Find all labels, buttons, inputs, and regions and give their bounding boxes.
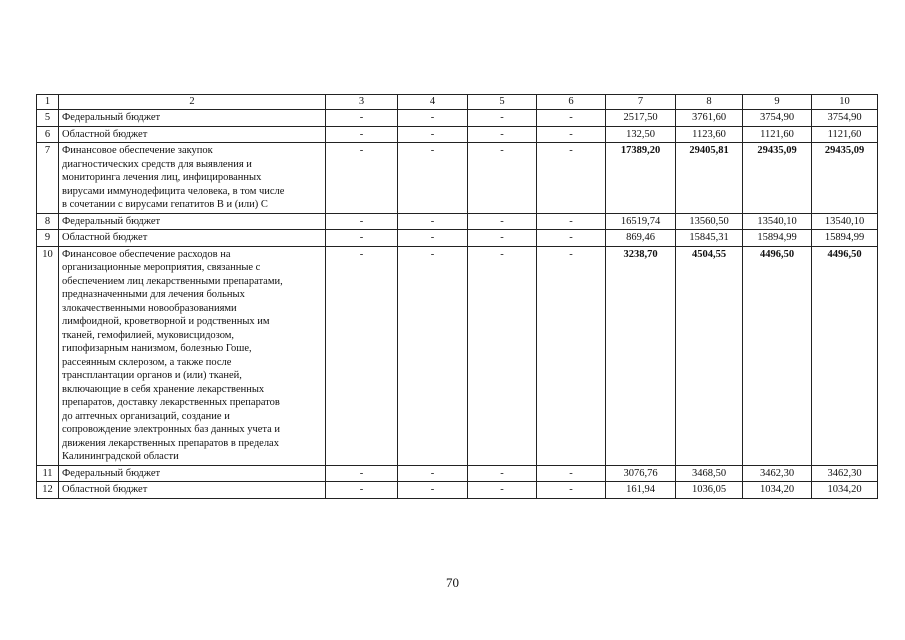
cell-col9: 3462,30 [743,465,812,482]
row-number: 12 [37,482,59,499]
row-description: Федеральный бюджет [59,213,326,230]
cell-col9: 4496,50 [743,246,812,465]
row-description: Финансовое обеспечение расходов на организационные мероприятия, связанные с обеспечением лиц лекарственными препаратами, предназначенными для лечения больных злокачественными новообразованиями лимфоидной, кроветворной и родственных им тканей, гемофилией, муковисцидозом, гипофизарным нанизмом, болезнью Гоше, рассеянным склерозом, а также после трансплантации органов и (или) тканей, включающие в себя хранение лекарственных препаратов, доставку лекарственных препаратов до аптечных организаций, создание и сопровождение электронных баз данных учета и движения лекарственных препаратов в пределах Калининградской области [59,246,326,465]
column-header: 8 [676,95,743,110]
cell-col3: - [326,213,398,230]
cell-col8: 4504,55 [676,246,743,465]
cell-col4: - [398,126,468,143]
cell-col8: 29405,81 [676,143,743,214]
cell-col7: 17389,20 [606,143,676,214]
cell-col6: - [537,230,606,247]
cell-col3: - [326,246,398,465]
cell-col7: 3076,76 [606,465,676,482]
cell-col8: 15845,31 [676,230,743,247]
row-number: 10 [37,246,59,465]
table-row [37,230,878,247]
column-header: 1 [37,95,59,110]
table-row [37,213,878,230]
cell-col6: - [537,110,606,127]
column-header: 5 [468,95,537,110]
cell-col8: 3761,60 [676,110,743,127]
table-header-row [37,95,878,110]
cell-col7: 3238,70 [606,246,676,465]
cell-col7: 132,50 [606,126,676,143]
cell-col8: 1036,05 [676,482,743,499]
cell-col4: - [398,246,468,465]
cell-col10: 1121,60 [812,126,878,143]
row-description: Областной бюджет [59,230,326,247]
column-header: 10 [812,95,878,110]
page-number: 70 [446,575,459,590]
row-number: 11 [37,465,59,482]
cell-col10: 3754,90 [812,110,878,127]
cell-col10: 13540,10 [812,213,878,230]
cell-col7: 869,46 [606,230,676,247]
row-number: 7 [37,143,59,214]
row-number: 9 [37,230,59,247]
cell-col6: - [537,126,606,143]
row-number: 5 [37,110,59,127]
cell-col10: 15894,99 [812,230,878,247]
cell-col10: 1034,20 [812,482,878,499]
cell-col6: - [537,213,606,230]
cell-col9: 29435,09 [743,143,812,214]
cell-col3: - [326,465,398,482]
cell-col6: - [537,465,606,482]
cell-col5: - [468,246,537,465]
column-header: 6 [537,95,606,110]
cell-col5: - [468,110,537,127]
cell-col9: 1121,60 [743,126,812,143]
cell-col3: - [326,110,398,127]
column-header: 9 [743,95,812,110]
column-header: 3 [326,95,398,110]
column-header: 2 [59,95,326,110]
cell-col6: - [537,246,606,465]
table-row [37,110,878,127]
cell-col7: 2517,50 [606,110,676,127]
cell-col3: - [326,482,398,499]
column-header: 4 [398,95,468,110]
cell-col9: 13540,10 [743,213,812,230]
cell-col8: 13560,50 [676,213,743,230]
cell-col4: - [398,213,468,230]
cell-col4: - [398,465,468,482]
budget-table [36,94,878,499]
cell-col4: - [398,143,468,214]
cell-col7: 161,94 [606,482,676,499]
table-row [37,143,878,214]
cell-col4: - [398,230,468,247]
cell-col5: - [468,230,537,247]
cell-col5: - [468,143,537,214]
cell-col8: 3468,50 [676,465,743,482]
cell-col9: 15894,99 [743,230,812,247]
column-header: 7 [606,95,676,110]
cell-col5: - [468,213,537,230]
cell-col5: - [468,482,537,499]
cell-col9: 3754,90 [743,110,812,127]
cell-col6: - [537,482,606,499]
table-row [37,246,878,465]
cell-col10: 3462,30 [812,465,878,482]
cell-col3: - [326,230,398,247]
cell-col3: - [326,126,398,143]
row-description: Федеральный бюджет [59,465,326,482]
cell-col10: 29435,09 [812,143,878,214]
cell-col8: 1123,60 [676,126,743,143]
row-description: Федеральный бюджет [59,110,326,127]
cell-col6: - [537,143,606,214]
row-number: 8 [37,213,59,230]
cell-col5: - [468,465,537,482]
cell-col4: - [398,482,468,499]
cell-col9: 1034,20 [743,482,812,499]
table-row [37,126,878,143]
row-description: Финансовое обеспечение закупок диагностических средств для выявления и мониторинга лечения лиц, инфицированных вирусами иммунодефицита человека, в том числе в сочетании с вирусами гепатитов В и (или) С [59,143,326,214]
table-row [37,465,878,482]
row-number: 6 [37,126,59,143]
row-description: Областной бюджет [59,126,326,143]
cell-col5: - [468,126,537,143]
cell-col10: 4496,50 [812,246,878,465]
row-description: Областной бюджет [59,482,326,499]
cell-col4: - [398,110,468,127]
table-row [37,482,878,499]
cell-col7: 16519,74 [606,213,676,230]
cell-col3: - [326,143,398,214]
